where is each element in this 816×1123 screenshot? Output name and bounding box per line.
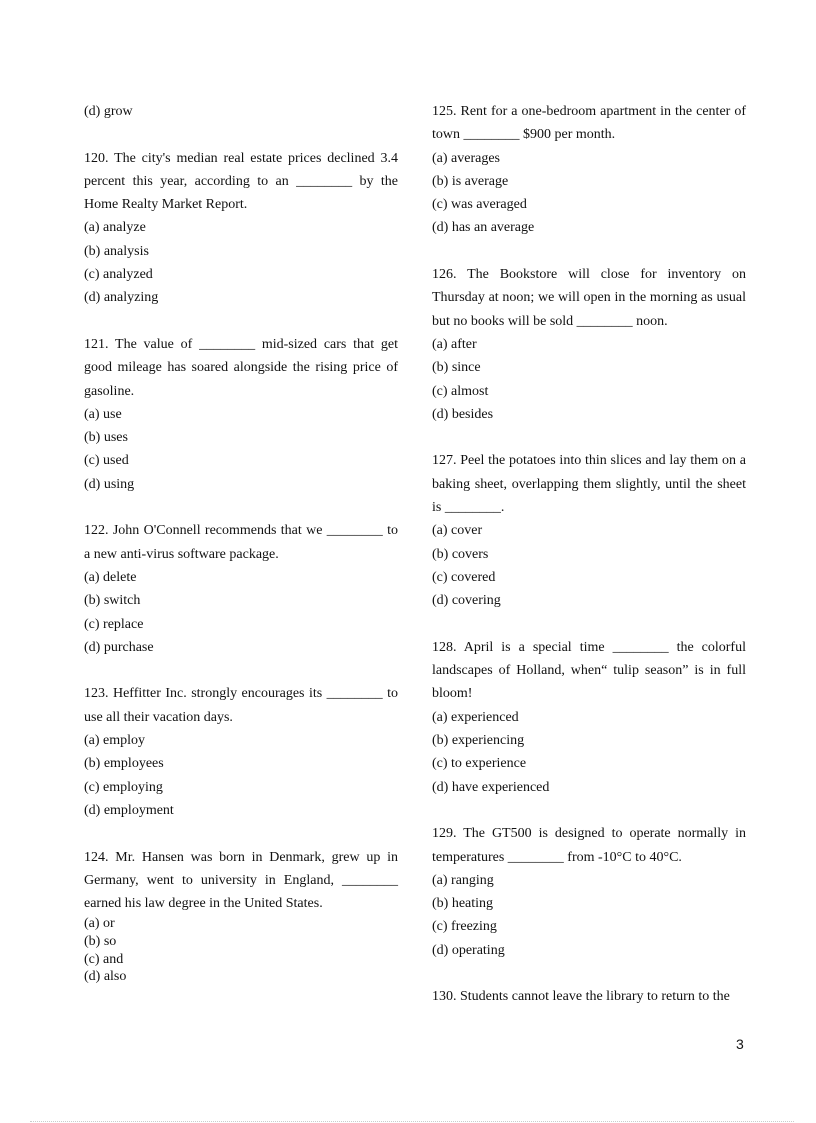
- question-stem: 121. The value of ________ mid-sized cars that get good mileage has soared alongside the rising price of gasoline.: [84, 336, 398, 399]
- option: (a) employ: [84, 733, 146, 749]
- option: (b) since: [432, 360, 481, 376]
- question-130-stem: 130. Students cannot leave the library to return to the: [432, 989, 730, 1005]
- question-stem: 125. Rent for a one-bedroom apartment in the center of town ________ $900 per month.: [432, 104, 746, 143]
- option: (a) cover: [432, 523, 483, 539]
- option: (c) was averaged: [432, 197, 527, 213]
- question-127: [432, 449, 746, 612]
- question-stem: 122. John O'Connell recommends that we ________ to a new anti-virus software package.: [84, 523, 398, 562]
- question-126: [432, 263, 746, 426]
- option: (d) operating: [432, 942, 505, 958]
- option: (a) experienced: [432, 709, 519, 725]
- option: (d) analyzing: [84, 290, 159, 306]
- option: (b) is average: [432, 173, 509, 189]
- option: (a) or: [84, 916, 115, 932]
- question-stem: 126. The Bookstore will close for inventory on Thursday at noon; we will open in the morning as usual but no books will be sold ________ noon.: [432, 267, 746, 329]
- question-121: [84, 333, 398, 496]
- footer-divider: [30, 1121, 794, 1122]
- left-column: [84, 100, 398, 986]
- option: (c) analyzed: [84, 267, 153, 283]
- option: (c) covered: [432, 569, 496, 585]
- option: (d) besides: [432, 406, 494, 422]
- option: (a) analyze: [84, 220, 146, 236]
- option: (a) after: [432, 336, 477, 352]
- question-124: [84, 846, 398, 987]
- question-stem: 129. The GT500 is designed to operate normally in temperatures ________ from -10°C to 40°C.: [432, 826, 746, 865]
- question-120: [84, 147, 398, 310]
- question-122: [84, 519, 398, 659]
- question-stem: 128. April is a special time ________ the colorful landscapes of Holland, when“ tulip season” is in full bloom!: [432, 639, 746, 702]
- option: (a) averages: [432, 150, 501, 166]
- option: (a) ranging: [432, 872, 494, 888]
- right-column: [432, 100, 746, 1009]
- option: (d) has an average: [432, 220, 535, 236]
- question-stem: 120. The city's median real estate prices declined 3.4 percent this year, according to an ________ by the Home Realty Market Report.: [84, 150, 398, 213]
- question-stem: 123. Heffitter Inc. strongly encourages its ________ to use all their vacation days.: [84, 686, 398, 725]
- option: (b) uses: [84, 430, 128, 446]
- option: (a) delete: [84, 569, 137, 585]
- option: (b) employees: [84, 756, 164, 772]
- option: (d) using: [84, 476, 135, 492]
- option: (d) also: [84, 969, 127, 985]
- page-number: 3: [736, 1036, 744, 1052]
- question-128: [432, 636, 746, 799]
- option: (b) analysis: [84, 243, 149, 259]
- option: (c) replace: [84, 616, 144, 632]
- continuation-option: (d) grow: [84, 104, 133, 119]
- question-125: [432, 100, 746, 240]
- question-129: [432, 822, 746, 962]
- question-stem: 124. Mr. Hansen was born in Denmark, grew up in Germany, went to university in England, ________ earned his law degree in the United States.: [84, 849, 398, 912]
- option: (b) so: [84, 934, 117, 950]
- option: (b) heating: [432, 896, 494, 912]
- option: (d) purchase: [84, 639, 154, 655]
- option: (c) almost: [432, 383, 489, 399]
- option: (d) employment: [84, 802, 174, 818]
- option: (d) have experienced: [432, 779, 550, 795]
- option: (b) covers: [432, 546, 489, 562]
- option: (a) use: [84, 406, 122, 422]
- option: (b) switch: [84, 593, 141, 609]
- option: (c) freezing: [432, 919, 497, 935]
- option: (c) employing: [84, 779, 163, 795]
- option: (c) and: [84, 951, 124, 967]
- option: (c) used: [84, 453, 129, 469]
- option: (b) experiencing: [432, 733, 525, 749]
- option: (d) covering: [432, 593, 501, 609]
- option: (c) to experience: [432, 756, 527, 772]
- question-stem: 127. Peel the potatoes into thin slices and lay them on a baking sheet, overlapping them slightly, until the sheet is ________.: [432, 453, 746, 516]
- question-123: [84, 682, 398, 822]
